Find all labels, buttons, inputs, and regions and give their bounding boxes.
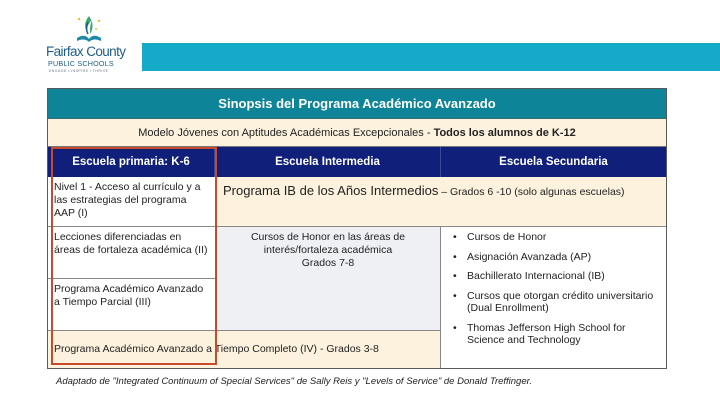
model-bold: Todos los alumnos de K-12 xyxy=(433,126,576,139)
cell-middle-honors xyxy=(215,227,441,331)
torch-book-icon xyxy=(74,14,104,46)
program-overview-table xyxy=(47,88,667,369)
column-header-middle: Escuela Intermedia xyxy=(215,147,441,177)
secondary-item: • Cursos que otorgan crédito universitario (Dual Enrollment) xyxy=(451,290,660,315)
source-caption: Adaptado de "Integrated Continuum of Special Services" de Sally Reis y "Levels of Service" de Donald Treffinger. xyxy=(56,376,533,387)
brand-band xyxy=(142,43,720,71)
ib-program-detail: – Grados 6 -10 (solo algunas escuelas) xyxy=(438,186,625,198)
logo-tagline: ENGAGE • INSPIRE • THRIVE xyxy=(49,69,109,73)
cell-level-2: Lecciones diferenciadas en áreas de fortaleza académica (II) xyxy=(48,227,215,279)
cell-full-time-program: Programa Académico Avanzado a Tiempo Completo (IV) - Grados 3-8 xyxy=(48,331,441,368)
model-row xyxy=(48,119,666,147)
fcps-logo xyxy=(46,12,130,74)
cell-ib-program xyxy=(215,177,666,227)
secondary-item: • Cursos de Honor xyxy=(451,231,660,244)
cell-level-1: Nivel 1 - Acceso al currículo y a las estrategias del programa AAP (I) xyxy=(48,177,215,227)
honors-line-3: Grados 7-8 xyxy=(301,257,355,269)
cell-secondary-list xyxy=(441,227,666,368)
logo-name: Fairfax County xyxy=(46,44,126,59)
secondary-item: • Asignación Avanzada (AP) xyxy=(451,251,660,264)
cell-level-3: Programa Académico Avanzado a Tiempo Parcial (III) xyxy=(48,279,215,331)
secondary-item: • Bachillerato Internacional (IB) xyxy=(451,270,660,283)
logo-subtitle: PUBLIC SCHOOLS xyxy=(48,59,114,68)
secondary-item: • Thomas Jefferson High School for Science and Technology xyxy=(451,322,660,347)
column-header-elementary: Escuela primaria: K-6 xyxy=(48,147,215,177)
honors-line-2: interés/fortaleza académica xyxy=(263,244,393,256)
column-header-secondary: Escuela Secundaria xyxy=(441,147,666,177)
ib-program-main: Programa IB de los Años Intermedios xyxy=(223,183,439,198)
honors-line-1: Cursos de Honor en las áreas de xyxy=(250,231,406,243)
model-text: Modelo Jóvenes con Aptitudes Académicas Excepcionales - xyxy=(138,126,434,139)
table-title: Sinopsis del Programa Académico Avanzado xyxy=(48,89,666,119)
